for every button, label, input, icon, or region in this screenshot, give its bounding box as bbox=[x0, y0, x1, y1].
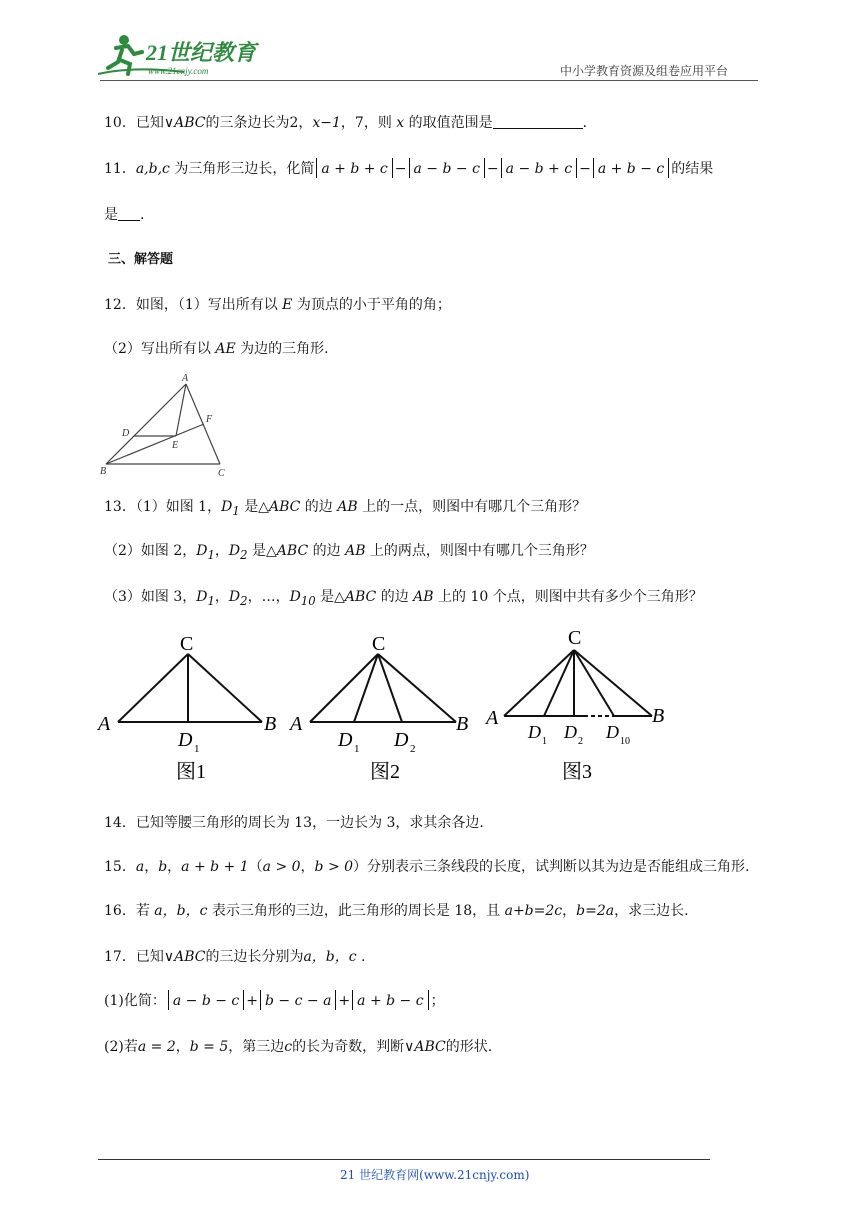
q13-d-sub: 1 bbox=[232, 503, 240, 518]
q16-tail: ，求三边长. bbox=[614, 903, 689, 919]
q17-p2-name: ABC bbox=[414, 1039, 446, 1055]
q13-p3-d1-sub: 1 bbox=[207, 593, 215, 608]
q17-p1-term-1: a − b − c bbox=[172, 993, 240, 1009]
q10-prefix: 10．已知 bbox=[104, 115, 164, 131]
abs-bar bbox=[428, 990, 429, 1010]
fig2-label-b: B bbox=[456, 713, 469, 735]
fig1-label-b: B bbox=[264, 713, 277, 735]
footer-text[interactable]: 21 世纪教育网(www.21cnjy.com) bbox=[340, 1168, 530, 1182]
triangle-symbol: ∨ bbox=[163, 949, 175, 965]
section-title: 三、解答题 bbox=[108, 252, 174, 267]
fig2-label-d2: D bbox=[394, 729, 409, 751]
q10-expr: x−1 bbox=[312, 115, 341, 131]
abs-bar bbox=[668, 158, 669, 178]
q11-minus-1: − bbox=[394, 161, 407, 177]
q12-text: 12．如图，（1）写出所有以 bbox=[104, 297, 283, 313]
figure-3 bbox=[484, 627, 664, 783]
q13-d: D bbox=[221, 499, 233, 515]
fig3-label-a: A bbox=[486, 707, 499, 729]
figures-q13 bbox=[96, 624, 686, 784]
fig1-caption: 图1 bbox=[176, 761, 206, 783]
q17-p2-b: b = 5 bbox=[189, 1039, 229, 1055]
edge-ab bbox=[106, 384, 186, 464]
q17-p2-c: c bbox=[284, 1039, 293, 1055]
q13-p3-d2: D bbox=[228, 589, 241, 605]
q13-p3-comma: ， bbox=[214, 589, 229, 605]
q17-p1-prefix: (1)化简： bbox=[104, 993, 166, 1009]
q13-p3-d10: D bbox=[289, 589, 301, 605]
q15-paren-close: ） bbox=[353, 859, 368, 875]
label-f: F bbox=[206, 414, 213, 425]
question-13-part-3 bbox=[104, 586, 703, 608]
q10-var: x bbox=[396, 115, 405, 131]
q15-a: a bbox=[135, 859, 145, 875]
figure-1 bbox=[96, 633, 276, 783]
fig3-label-d10: D bbox=[606, 722, 619, 742]
q15-sep-2: ， bbox=[167, 859, 182, 875]
q15-prefix: 15． bbox=[104, 859, 136, 875]
q11-minus-3: − bbox=[579, 161, 591, 177]
question-17-part-1 bbox=[104, 990, 445, 1010]
q17-p1-term-2: b − c − a bbox=[265, 993, 332, 1009]
fig1-label-c: C bbox=[180, 633, 194, 655]
edge-bf bbox=[106, 424, 204, 464]
q13-text-2: 是△ bbox=[239, 499, 269, 515]
q13-p2-d2: D bbox=[228, 543, 241, 559]
q17-p1-plus-1: + bbox=[246, 993, 258, 1009]
label-b: B bbox=[100, 466, 107, 477]
q15-sep: ， bbox=[144, 859, 159, 875]
q16-eq-2: b=2a bbox=[576, 903, 615, 919]
q15-tail: 分别表示三条线段的长度，试判断以其为边是否能组成三角形. bbox=[367, 859, 750, 875]
label-a: A bbox=[182, 373, 189, 384]
abs-bar bbox=[260, 990, 261, 1010]
q13-p2-ab: AB bbox=[345, 543, 366, 559]
q16-eq-1: a+b=2c bbox=[504, 903, 563, 919]
fig3-label-d2: D bbox=[564, 722, 577, 742]
q17-p2-text-2: 的长为奇数，判断 bbox=[292, 1039, 405, 1055]
question-12-part-2 bbox=[104, 338, 329, 358]
q13-p2-text-2: 是△ bbox=[247, 543, 277, 559]
q17-name: ABC bbox=[174, 949, 206, 965]
q17-end: . bbox=[356, 949, 366, 965]
q13-p2-comma: ， bbox=[214, 543, 229, 559]
fig2-caption: 图2 bbox=[370, 761, 400, 783]
answer-blank[interactable] bbox=[493, 114, 583, 129]
question-11 bbox=[104, 158, 713, 178]
fig1-label-d: D bbox=[178, 729, 193, 751]
q11-term-1: a + b + c bbox=[321, 161, 388, 177]
logo-main-text: 21世纪教育 bbox=[146, 40, 257, 65]
triangle-symbol: ∨ bbox=[404, 1039, 415, 1055]
q13-p2-d2-sub: 2 bbox=[240, 547, 248, 562]
q13-abc: ABC bbox=[268, 499, 301, 515]
question-17-part-2 bbox=[104, 1036, 492, 1056]
q17-p2-prefix: (2)若 bbox=[104, 1039, 138, 1055]
q12-var: E bbox=[282, 297, 293, 313]
abs-bar bbox=[243, 990, 244, 1010]
fig2-label-d1: D bbox=[338, 729, 353, 751]
q10-text: 的三条边长为2， bbox=[205, 115, 313, 131]
q17-p1-term-3: a + b − c bbox=[357, 993, 424, 1009]
q10-end: ． bbox=[582, 115, 597, 131]
q12-text-2: 为顶点的小于平角的角； bbox=[292, 297, 451, 313]
q11-end: . bbox=[140, 207, 145, 223]
q11-tail: 的结果 bbox=[671, 161, 714, 177]
question-13-part-2 bbox=[104, 540, 594, 562]
fig3-label-d2-sub: 2 bbox=[578, 736, 583, 747]
q13-p3-ellipsis: ，…， bbox=[247, 589, 290, 605]
q13-p2-text-4: 上的两点，则图中有哪几个三角形？ bbox=[365, 543, 594, 559]
fig3-label-d1-sub: 1 bbox=[542, 736, 547, 747]
q15-cond-1: a > 0 bbox=[262, 859, 301, 875]
fig1-label-d-sub: 1 bbox=[194, 743, 200, 755]
label-c: C bbox=[218, 468, 225, 478]
q13-p2-d1-sub: 1 bbox=[207, 547, 215, 562]
q13-p3-d2-sub: 2 bbox=[240, 593, 248, 608]
q17-p2-text: ，第三边 bbox=[228, 1039, 285, 1055]
q16-sep: ， bbox=[562, 903, 577, 919]
q13-text-3: 的边 bbox=[300, 499, 338, 515]
fig2-label-d1-sub: 1 bbox=[354, 743, 360, 755]
figure-q12 bbox=[100, 370, 230, 478]
answer-blank[interactable] bbox=[118, 206, 140, 221]
question-15 bbox=[104, 856, 749, 876]
abs-bar bbox=[576, 158, 577, 178]
q17-p1-end: ； bbox=[430, 993, 445, 1009]
question-12 bbox=[104, 294, 451, 314]
abs-bar bbox=[316, 158, 317, 178]
fig1-label-a: A bbox=[98, 713, 111, 735]
fig2-label-d2-sub: 2 bbox=[410, 743, 416, 755]
q11-term-3: a − b + c bbox=[505, 161, 573, 177]
q10-text-2: ，7，则 bbox=[340, 115, 397, 131]
q13-p3-ab: AB bbox=[413, 589, 434, 605]
question-13 bbox=[104, 496, 586, 518]
question-11-line-2 bbox=[104, 204, 144, 224]
q17-vars: a，b，c bbox=[303, 949, 357, 965]
q17-p2-end: 的形状. bbox=[445, 1039, 493, 1055]
q13-ab: AB bbox=[337, 499, 358, 515]
q17-p1-plus-2: + bbox=[338, 993, 351, 1009]
abs-bar bbox=[501, 158, 502, 178]
question-16 bbox=[104, 900, 689, 920]
q13-p3-abc: ABC bbox=[344, 589, 377, 605]
q10-triangle-name: ABC bbox=[174, 115, 206, 131]
q11-line2: 是 bbox=[104, 207, 118, 223]
label-e: E bbox=[172, 440, 179, 451]
triangle-symbol: ∨ bbox=[163, 115, 175, 131]
q15-expr: a + b + 1 bbox=[181, 859, 249, 875]
q15-paren-open: （ bbox=[248, 859, 263, 875]
q13-p3-text-2: 是△ bbox=[315, 589, 345, 605]
label-d: D bbox=[122, 428, 130, 439]
q13-p3-d1: D bbox=[196, 589, 208, 605]
figure-2 bbox=[288, 633, 468, 783]
abs-bar bbox=[409, 158, 410, 178]
q11-term-2: a − b − c bbox=[413, 161, 480, 177]
q15-cond-sep: ， bbox=[300, 859, 315, 875]
question-10 bbox=[104, 112, 597, 132]
q17-p2-a: a = 2 bbox=[137, 1039, 176, 1055]
q16-prefix: 16．若 bbox=[104, 903, 155, 919]
question-17 bbox=[104, 946, 366, 966]
abs-bar bbox=[593, 158, 594, 178]
q15-b: b bbox=[158, 859, 168, 875]
fig2-label-c: C bbox=[372, 633, 386, 655]
header-platform-text: 中小学教育资源及组卷应用平台 bbox=[560, 64, 729, 78]
q12-p2-text-2: 为边的三角形. bbox=[235, 341, 329, 357]
abs-bar bbox=[168, 990, 169, 1010]
fig3-label-d1: D bbox=[528, 722, 541, 742]
q16-vars: a，b，c bbox=[154, 903, 208, 919]
abs-bar bbox=[335, 990, 336, 1010]
q16-text: 表示三角形的三边，此三角形的周长是 18，且 bbox=[207, 903, 505, 919]
q17-text: 的三边长分别为 bbox=[205, 949, 304, 965]
q13-p2-text-3: 的边 bbox=[308, 543, 346, 559]
q13-p3-text: （3）如图 3， bbox=[104, 589, 197, 605]
logo-url-text: www.21cnjy.com bbox=[148, 66, 209, 76]
q13-p3-text-3: 的边 bbox=[376, 589, 414, 605]
footer-divider bbox=[98, 1159, 710, 1160]
q13-text: 13．（1）如图 1， bbox=[104, 499, 222, 515]
header-divider bbox=[100, 80, 758, 81]
abs-bar bbox=[484, 158, 485, 178]
q13-text-4: 上的一点，则图中有哪几个三角形？ bbox=[357, 499, 587, 515]
abs-bar bbox=[392, 158, 393, 178]
q13-p3-text-4: 上的 10 个点，则图中共有多少个三角形？ bbox=[433, 589, 703, 605]
q12-p2-text: （2）写出所有以 bbox=[104, 341, 216, 357]
q15-cond-2: b > 0 bbox=[314, 859, 354, 875]
q11-text: 为三角形三边长，化简 bbox=[169, 161, 315, 177]
q11-minus-2: − bbox=[486, 161, 499, 177]
q11-term-4: a + b − c bbox=[597, 161, 665, 177]
q11-prefix: 11． bbox=[104, 161, 136, 177]
abs-bar bbox=[352, 990, 353, 1010]
question-14: 14．已知等腰三角形的周长为 13，一边长为 3，求其余各边. bbox=[104, 815, 484, 831]
q10-text-3: 的取值范围是 bbox=[404, 115, 493, 131]
q17-p2-sep: ， bbox=[175, 1039, 190, 1055]
fig3-caption: 图3 bbox=[562, 761, 592, 783]
q13-p2-d1: D bbox=[196, 543, 208, 559]
fig3-label-c: C bbox=[568, 627, 582, 649]
q11-vars: a,b,c bbox=[135, 161, 170, 177]
fig3-label-b: B bbox=[652, 705, 665, 727]
q13-p2-text: （2）如图 2， bbox=[104, 543, 197, 559]
fig2-label-a: A bbox=[290, 713, 303, 735]
q17-prefix: 17．已知 bbox=[104, 949, 164, 965]
site-logo bbox=[94, 30, 264, 80]
q12-p2-var: AE bbox=[215, 341, 236, 357]
fig3-label-d10-sub: 10 bbox=[620, 736, 630, 747]
q13-p3-d10-sub: 10 bbox=[300, 593, 316, 608]
q13-p2-abc: ABC bbox=[276, 543, 309, 559]
